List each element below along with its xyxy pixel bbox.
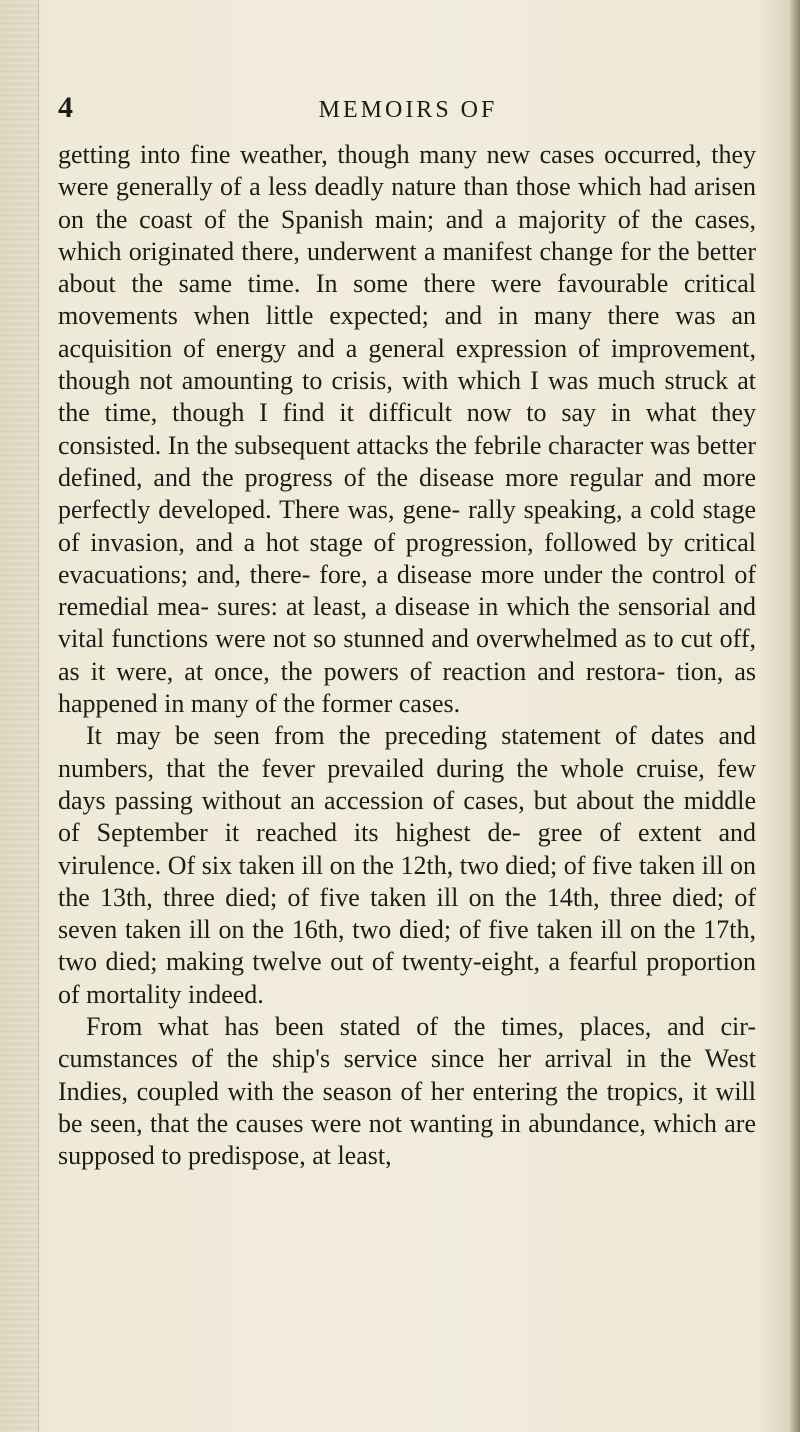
page-number: 4 bbox=[58, 91, 73, 124]
running-head: MEMOIRS OF bbox=[318, 97, 498, 123]
page-header bbox=[58, 88, 758, 128]
body-text bbox=[58, 139, 756, 1173]
paragraph-1: getting into fine weather, though many new cases occurred, they were generally of a less deadly nature than those which had arisen on the coast of the Spanish main; and a majority of the cases, which originated there, underwent a manifest change for the better about the same time. In some there were favourable critical movements when little expected; and in many there was an acquisition of energy and a general expression of improvement, though not amounting to crisis, with which I was much struck at the time, though I find it difficult now to say in what they consisted. In the subsequent attacks the febrile character was better defined, and the progress of the disease more regular and more perfectly developed. There was, gene- rally speaking, a cold stage of invasion, and a hot stage of progression, followed by critical evacuations; and, there- fore, a disease more under the control of remedial mea- sures: at least, a disease in which the sensorial and vital functions were not so stunned and overwhelmed as to cut off, as it were, at once, the powers of reaction and restora- tion, as happened in many of the former cases. bbox=[58, 140, 756, 719]
paragraph-3: From what has been stated of the times, places, and cir- cumstances of the ship's service since her arrival in the West Indies, coupled with the season of her entering the tropics, it will be seen, that the causes were not wanting in abundance, which are supposed to predispose, at least, bbox=[58, 1012, 756, 1171]
page-edge bbox=[790, 0, 800, 1432]
page-gutter bbox=[0, 0, 39, 1432]
paragraph-2: It may be seen from the preceding statement of dates and numbers, that the fever prevailed during the whole cruise, few days passing without an accession of cases, but about the middle of September it reached its highest de- gree of extent and virulence. Of six taken ill on the 12th, two died; of five taken ill on the 13th, three died; of five taken ill on the 14th, three died; of seven taken ill on the 16th, two died; of five taken ill on the 17th, two died; making twelve out of twenty-eight, a fearful proportion of mortality indeed. bbox=[58, 721, 756, 1009]
